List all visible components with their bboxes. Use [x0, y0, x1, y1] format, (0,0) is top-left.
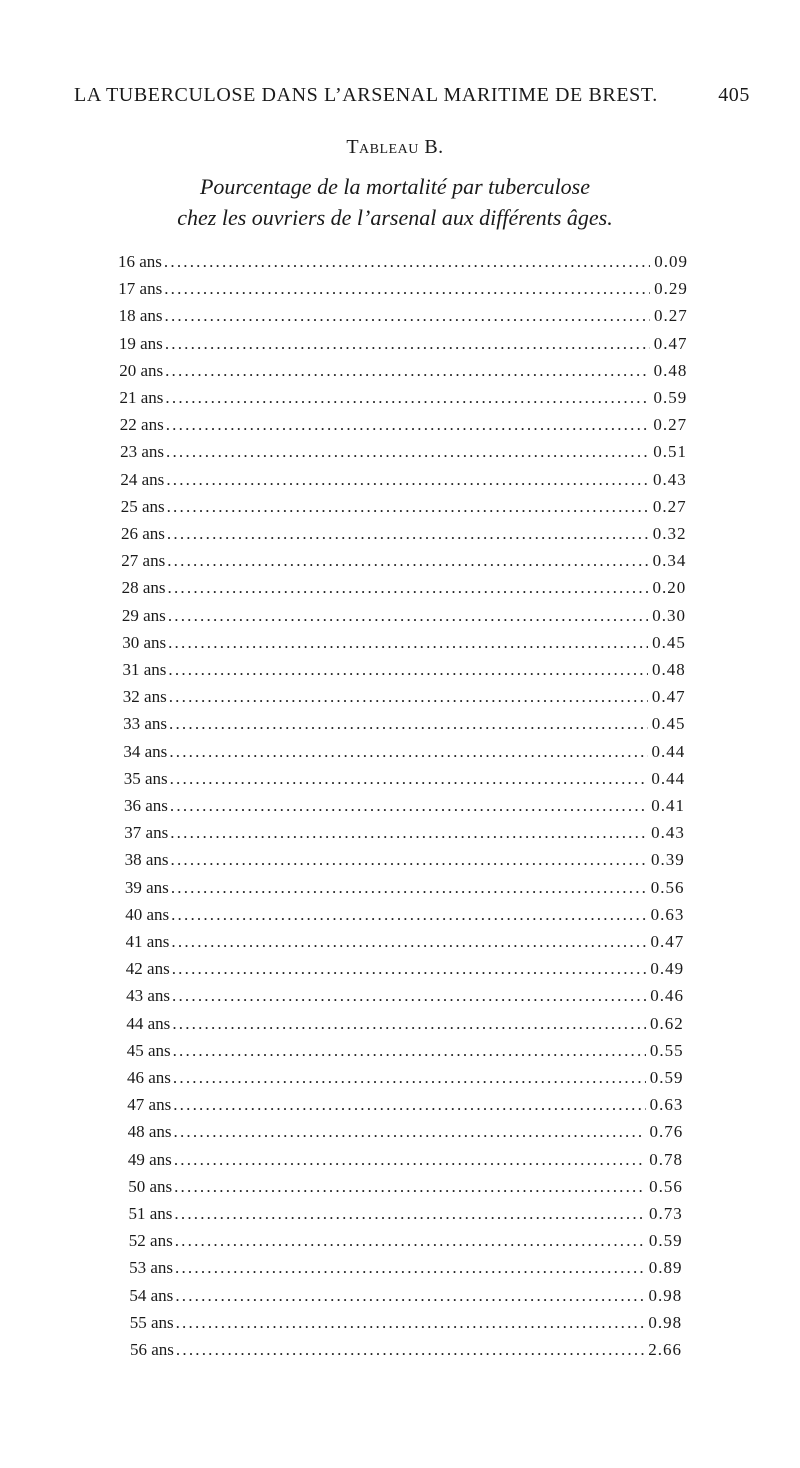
dot-leader	[170, 796, 647, 816]
mortality-value: 0.09	[654, 252, 688, 271]
age-label: 50 ans	[128, 1176, 173, 1196]
age-label: 41 ans	[125, 932, 170, 951]
mortality-value: 0.63	[650, 904, 685, 924]
age-label: 30 ans	[122, 632, 167, 652]
table-row	[119, 306, 688, 332]
mortality-value: 0.55	[649, 1040, 684, 1060]
mortality-value: 0.45	[652, 632, 686, 652]
dot-leader	[166, 470, 649, 490]
age-label: 54 ans	[129, 1285, 174, 1305]
dot-leader	[167, 551, 648, 571]
mortality-value: 0.51	[653, 442, 687, 462]
dot-leader	[168, 578, 649, 598]
mortality-value: 0.39	[650, 850, 685, 870]
age-label: 16 ans	[118, 252, 162, 271]
table-row	[123, 742, 685, 768]
dot-leader	[166, 442, 649, 462]
mortality-value: 0.56	[650, 877, 685, 897]
mortality-value: 0.30	[652, 605, 687, 625]
age-label: 26 ans	[121, 524, 165, 543]
mortality-value: 0.45	[651, 714, 686, 734]
table-row	[129, 1231, 683, 1257]
mortality-value: 0.32	[652, 524, 687, 543]
mortality-value: 0.76	[649, 1122, 684, 1142]
age-label: 29 ans	[121, 605, 166, 625]
table-row	[127, 1068, 684, 1094]
table-row	[125, 905, 684, 931]
mortality-value: 0.27	[653, 415, 688, 435]
dot-leader	[169, 687, 648, 707]
age-label: 27 ans	[121, 551, 166, 571]
dot-leader	[165, 306, 650, 326]
age-label: 36 ans	[124, 796, 168, 815]
dot-leader	[175, 1231, 645, 1251]
mortality-value: 0.27	[652, 496, 687, 516]
dot-leader	[165, 334, 650, 354]
age-label: 34 ans	[123, 741, 168, 761]
age-label: 21 ans	[119, 388, 164, 407]
dot-leader	[176, 1313, 645, 1333]
mortality-value: 0.20	[652, 578, 687, 598]
age-label: 47 ans	[127, 1095, 172, 1115]
table-title: Tableau B.	[346, 136, 444, 158]
dot-leader	[170, 769, 648, 789]
table-row	[122, 578, 687, 604]
dot-leader	[164, 252, 650, 272]
age-label: 18 ans	[118, 306, 163, 326]
age-label: 37 ans	[124, 823, 169, 843]
age-label: 52 ans	[128, 1231, 173, 1251]
dot-leader	[167, 524, 649, 544]
age-label: 17 ans	[118, 279, 163, 299]
table-row	[130, 1340, 682, 1366]
age-label: 42 ans	[125, 959, 170, 979]
table-row	[123, 714, 685, 740]
age-label: 55 ans	[129, 1312, 174, 1332]
dot-leader	[172, 1014, 646, 1034]
table-row	[130, 1313, 682, 1339]
age-label: 45 ans	[126, 1040, 171, 1060]
table-row	[118, 252, 688, 278]
mortality-value: 0.49	[650, 959, 685, 979]
mortality-value: 0.47	[651, 687, 686, 707]
dot-leader	[168, 633, 648, 653]
dot-leader	[174, 1122, 646, 1142]
mortality-value: 0.27	[653, 306, 688, 326]
mortality-value: 0.89	[648, 1258, 683, 1278]
dot-leader	[165, 388, 649, 408]
age-label: 40 ans	[125, 904, 170, 924]
dot-leader	[171, 905, 647, 925]
table-row	[123, 687, 686, 713]
age-label: 22 ans	[119, 415, 164, 435]
mortality-value: 0.62	[650, 1013, 684, 1033]
table-row	[119, 361, 687, 387]
mortality-value: 0.43	[651, 823, 685, 843]
table-row	[126, 959, 684, 985]
dot-leader	[175, 1286, 644, 1306]
dot-leader	[166, 415, 650, 435]
age-label: 19 ans	[118, 333, 163, 353]
age-label: 24 ans	[120, 469, 165, 489]
age-label: 39 ans	[124, 877, 169, 897]
table-row	[129, 1204, 683, 1230]
age-label: 32 ans	[122, 687, 167, 707]
table-row	[127, 1095, 683, 1121]
age-label: 25 ans	[120, 496, 165, 516]
mortality-value: 0.47	[653, 333, 688, 353]
mortality-value: 2.66	[648, 1340, 682, 1359]
age-label: 53 ans	[129, 1258, 174, 1278]
dot-leader	[169, 714, 648, 734]
mortality-value: 0.44	[651, 741, 686, 761]
table-row	[126, 986, 684, 1012]
age-label: 43 ans	[126, 986, 171, 1006]
mortality-value: 0.98	[648, 1312, 683, 1332]
table-row	[125, 878, 685, 904]
age-label: 23 ans	[120, 442, 165, 462]
mortality-value: 0.63	[649, 1095, 684, 1115]
table-row	[129, 1258, 682, 1284]
dot-leader	[169, 742, 647, 762]
mortality-value: 0.41	[651, 796, 685, 815]
age-label: 51 ans	[128, 1204, 173, 1223]
dot-leader	[167, 497, 649, 517]
table-row	[120, 442, 687, 468]
table-row	[123, 660, 686, 686]
mortality-value: 0.47	[650, 932, 685, 951]
table-row	[125, 850, 685, 876]
mortality-value: 0.29	[654, 279, 688, 299]
dot-leader	[174, 1204, 645, 1224]
table-row	[124, 796, 685, 822]
age-label: 38 ans	[124, 850, 169, 870]
mortality-value: 0.59	[648, 1231, 683, 1251]
mortality-value: 0.48	[652, 660, 686, 679]
mortality-value: 0.34	[652, 551, 687, 571]
mortality-value: 0.59	[649, 1068, 684, 1087]
age-label: 56 ans	[130, 1340, 174, 1359]
age-label: 20 ans	[119, 360, 164, 380]
table-row	[126, 932, 685, 958]
table-row	[121, 551, 686, 577]
running-head	[74, 84, 750, 107]
age-label: 46 ans	[127, 1068, 171, 1087]
table-row	[128, 1150, 683, 1176]
mortality-value: 0.78	[649, 1149, 684, 1169]
age-label: 44 ans	[126, 1013, 171, 1033]
mortality-value: 0.46	[650, 986, 684, 1006]
table-subtitle-line-1: Pourcentage de la mortalité par tuberculose	[199, 174, 591, 199]
dot-leader	[164, 279, 650, 299]
dot-leader	[174, 1150, 645, 1170]
age-label: 33 ans	[123, 714, 168, 734]
mortality-value: 0.59	[653, 388, 688, 407]
table-subtitle-line-2: chez les ouvriers de l’arsenal aux différents âges.	[177, 205, 613, 230]
dot-leader	[173, 1068, 646, 1088]
table-row	[124, 769, 685, 795]
dot-leader	[173, 1041, 646, 1061]
dot-leader	[168, 606, 648, 626]
table-row	[118, 279, 688, 305]
table-row	[124, 823, 685, 849]
table-row	[129, 1286, 682, 1312]
dot-leader	[171, 932, 646, 952]
table-row	[119, 334, 688, 360]
running-head-title: LA TUBERCULOSE DANS L’ARSENAL MARITIME DE BREST.	[74, 84, 658, 106]
dot-leader	[174, 1177, 645, 1197]
age-label: 49 ans	[127, 1149, 172, 1169]
dot-leader	[175, 1258, 645, 1278]
table-row	[128, 1177, 683, 1203]
age-label: 35 ans	[123, 768, 168, 788]
dot-leader	[170, 823, 647, 843]
page-number: 405	[718, 84, 750, 106]
dot-leader	[171, 850, 647, 870]
table-row	[122, 633, 686, 659]
dot-leader	[172, 986, 646, 1006]
mortality-value: 0.56	[649, 1176, 683, 1196]
table-row	[120, 415, 687, 441]
table-row	[122, 606, 686, 632]
table-row	[120, 470, 686, 496]
mortality-value: 0.73	[649, 1204, 683, 1223]
mortality-value: 0.98	[648, 1285, 683, 1305]
mortality-value: 0.43	[653, 469, 687, 489]
table-row	[128, 1122, 684, 1148]
age-label: 28 ans	[121, 578, 166, 598]
dot-leader	[171, 878, 647, 898]
table-row	[126, 1014, 683, 1040]
dot-leader	[173, 1095, 645, 1115]
table-row	[121, 497, 687, 523]
table-row	[127, 1041, 684, 1067]
dot-leader	[172, 959, 647, 979]
table-row	[120, 388, 688, 414]
dot-leader	[176, 1340, 644, 1360]
dot-leader	[168, 660, 648, 680]
age-label: 31 ans	[122, 660, 167, 679]
table-row	[121, 524, 687, 550]
mortality-value: 0.48	[653, 360, 688, 380]
mortality-value: 0.44	[651, 768, 686, 788]
age-label: 48 ans	[127, 1122, 172, 1142]
dot-leader	[165, 361, 650, 381]
